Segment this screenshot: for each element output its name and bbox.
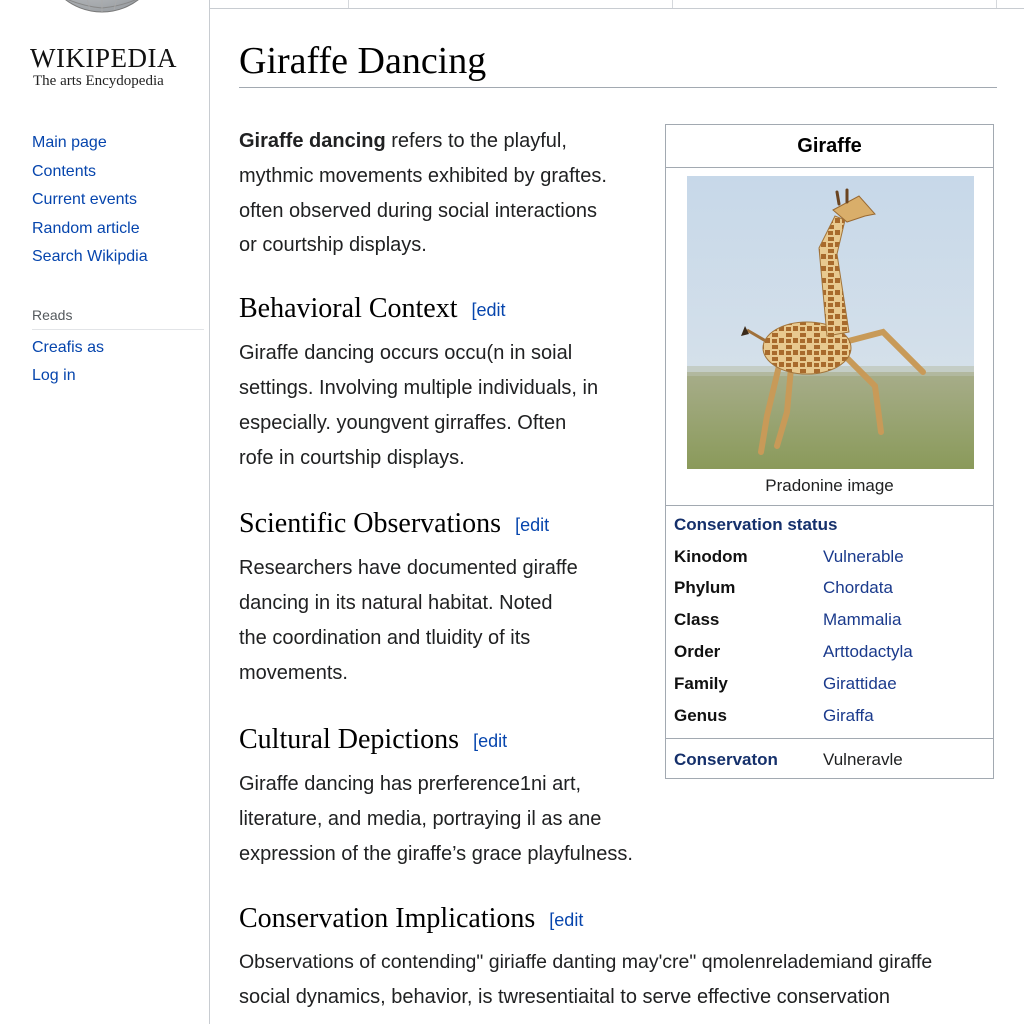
- sidebar-border: [209, 0, 210, 1024]
- infobox-row-value[interactable]: Chordata: [823, 578, 893, 597]
- infobox-row-label: Kinodom: [674, 547, 748, 566]
- tab-divider: [996, 0, 997, 8]
- intro-line-2: mythmic movements exhibited by graftes.: [239, 165, 607, 187]
- wikipedia-globe-logo[interactable]: [40, 0, 164, 14]
- infobox-row-label: Class: [674, 610, 720, 629]
- paragraph-line: settings. Involving multiple individuals, in: [239, 377, 599, 399]
- intro-line-1: [239, 124, 567, 159]
- infobox-row-value[interactable]: Giraffa: [823, 706, 874, 725]
- infobox-divider: [666, 738, 993, 739]
- infobox-divider: [666, 505, 993, 506]
- infobox-conservation-value: Vulneravle: [823, 750, 903, 769]
- paragraph-line: dancing in its natural habitat. Noted: [239, 592, 553, 614]
- edit-link[interactable]: [edit: [471, 300, 506, 320]
- giraffe-image[interactable]: [687, 176, 974, 469]
- title-divider: [239, 87, 997, 88]
- infobox-row-value[interactable]: Arttodactyla: [823, 642, 913, 661]
- paragraph-line: especially. youngvent girraffes. Often: [239, 412, 567, 434]
- section-heading-behavioral-context: [239, 292, 506, 327]
- section-heading-cultural-depictions: [239, 723, 507, 758]
- intro-bold-term: Giraffe dancing: [239, 130, 386, 152]
- infobox-conservation-label: Conservaton: [674, 750, 778, 769]
- paragraph-line: rofe in courtship displays.: [239, 447, 465, 469]
- edit-link[interactable]: [edit: [549, 910, 584, 930]
- infobox-row-value[interactable]: Vulnerable: [823, 547, 904, 566]
- top-tab-strip: [210, 0, 1024, 9]
- section-heading-text: Conservation Implications: [239, 903, 536, 934]
- page-title: Giraffe Dancing: [239, 40, 487, 82]
- sidebar-section-heading: Reads: [32, 307, 73, 323]
- paragraph-line: Giraffe dancing has prerference1ni art,: [239, 773, 582, 795]
- infobox-row-label: Family: [674, 674, 728, 693]
- infobox-row-value[interactable]: Mammalia: [823, 610, 902, 629]
- paragraph-line: Observations of contending" giriaffe danting may'cre" qmolenrelademiand giraffe: [239, 951, 933, 973]
- sidebar-item-main-page[interactable]: Main page: [32, 134, 107, 151]
- sidebar-item-create-account[interactable]: Creafis as: [32, 339, 105, 356]
- paragraph-line: expression of the giraffe’s grace playfulness.: [239, 843, 633, 865]
- infobox-image-caption: Pradonine image: [765, 476, 894, 495]
- sidebar-item-search[interactable]: Search Wikipdia: [32, 248, 148, 265]
- tab-divider: [348, 0, 349, 8]
- infobox-row-label: Order: [674, 642, 721, 661]
- sidebar-divider: [32, 329, 204, 330]
- infobox-row-label: Genus: [674, 706, 727, 725]
- sidebar-item-log-in[interactable]: Log in: [32, 367, 76, 384]
- paragraph-line: Giraffe dancing occurs occu(n in soial: [239, 342, 573, 364]
- paragraph-line: movements.: [239, 662, 348, 684]
- section-heading-conservation-implications: [239, 902, 583, 937]
- intro-line-3: often observed during social interactions: [239, 200, 597, 222]
- intro-line-1-text: refers to the playful,: [385, 130, 567, 152]
- paragraph-line: social dynamics, behavior, is twresentiaital to serve effective conservation: [239, 986, 891, 1008]
- paragraph-line: Researchers have documented giraffe: [239, 557, 578, 579]
- infobox-title: Giraffe: [666, 125, 993, 168]
- section-heading-text: Scientific Observations: [239, 508, 502, 539]
- infobox-status-heading: Conservation status: [674, 515, 838, 534]
- sidebar: [0, 0, 209, 1024]
- section-heading-scientific-observations: [239, 507, 549, 542]
- paragraph-line: the coordination and tluidity of its: [239, 627, 531, 649]
- infobox-row-value[interactable]: Girattidae: [823, 674, 897, 693]
- section-heading-text: Behavioral Context: [239, 293, 458, 324]
- section-heading-text: Cultural Depictions: [239, 724, 460, 755]
- sidebar-item-random-article[interactable]: Random article: [32, 220, 140, 237]
- sidebar-item-contents[interactable]: Contents: [32, 163, 97, 180]
- wikipedia-tagline: The arts Encydopedia: [33, 73, 164, 89]
- paragraph-line: literature, and media, portraying il as ane: [239, 808, 602, 830]
- wikipedia-wordmark[interactable]: WIKIPEDIA: [30, 43, 177, 73]
- tab-divider: [672, 0, 673, 8]
- sidebar-item-current-events[interactable]: Current events: [32, 191, 137, 208]
- infobox: [665, 124, 994, 779]
- edit-link[interactable]: [edit: [473, 731, 508, 751]
- edit-link[interactable]: [edit: [515, 515, 550, 535]
- intro-line-4: or courtship displays.: [239, 234, 427, 256]
- infobox-row-label: Phylum: [674, 578, 736, 597]
